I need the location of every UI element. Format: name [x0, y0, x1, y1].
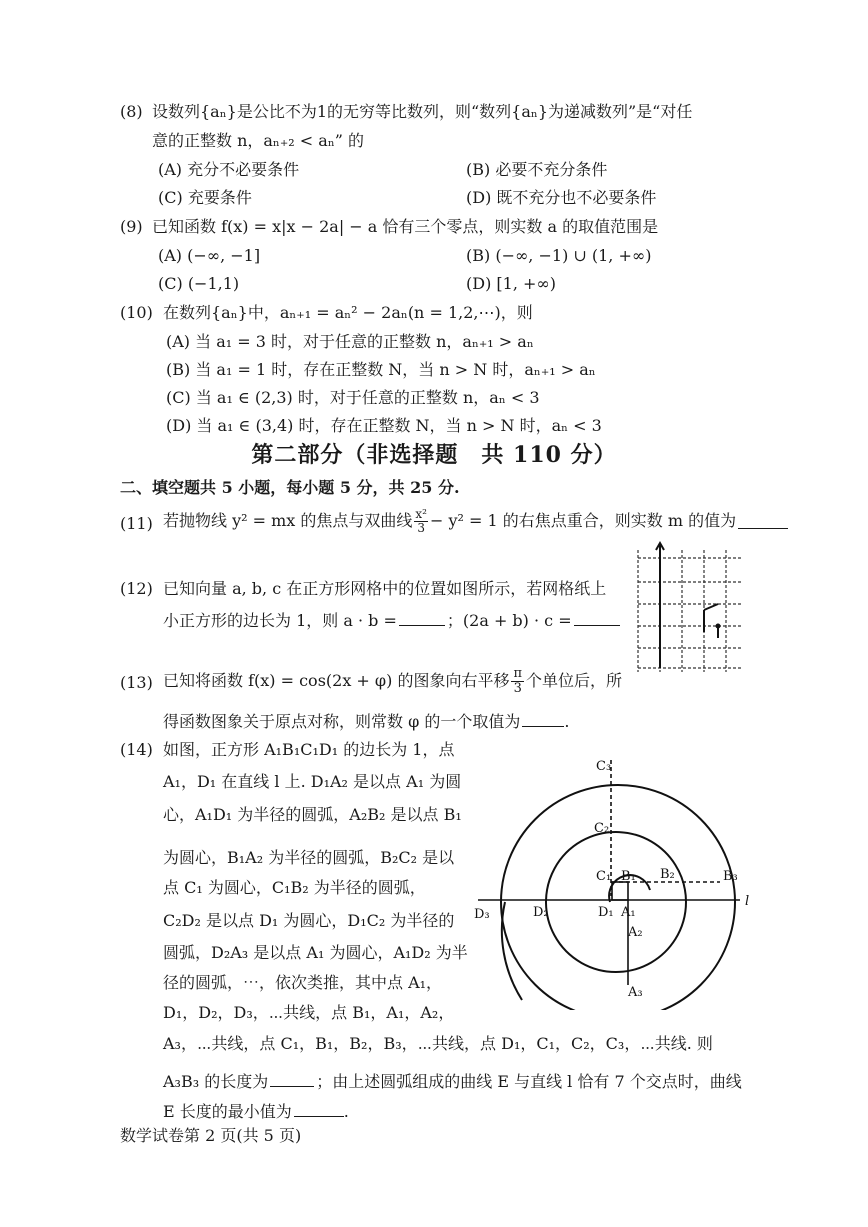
q13-line1-b: 个单位后，所	[526, 671, 623, 690]
q9-option-b: (B) (−∞, −1) ∪ (1, +∞)	[466, 246, 652, 265]
q14-last-a: A₃B₃ 的长度为	[163, 1072, 269, 1091]
q8-number: (8)	[120, 102, 143, 121]
q8-stem-line2: 意的正整数 n，aₙ₊₂ < aₙ” 的	[152, 131, 365, 150]
q11-number: (11)	[120, 514, 153, 533]
q12-line1: 已知向量 a, b, c 在正方形网格中的位置如图所示，若网格纸上	[163, 579, 607, 598]
q14-line-6: C₂D₂ 是以点 D₁ 为圆心，D₁C₂ 为半径的	[163, 911, 455, 930]
q12-line2-a: 小正方形的边长为 1，则 a · b =	[163, 611, 397, 630]
label-a3: A₃	[628, 985, 643, 1000]
q14-line-3: 心，A₁D₁ 为半径的圆弧，A₂B₂ 是以点 B₁	[163, 805, 462, 824]
q12-grid-figure	[630, 540, 745, 675]
q13-line2	[163, 712, 569, 730]
q9-option-a: (A) (−∞, −1]	[158, 246, 261, 265]
arc-medium	[546, 832, 686, 972]
q14-last-b: ；由上述圆弧组成的曲线 E 与直线 l 恰有 7 个交点时，曲线	[316, 1072, 742, 1091]
q14-line-7: 圆弧，D₂A₃ 是以点 A₁ 为圆心，A₁D₂ 为半	[163, 943, 468, 962]
vector-arrows	[656, 543, 718, 668]
q12-line2-b: ；(2a + b) · c =	[446, 611, 572, 630]
q10-option-a: (A) 当 a₁ = 3 时，对于任意的正整数 n，aₙ₊₁ > aₙ	[166, 332, 534, 351]
q14-line-8: 径的圆弧，⋯，依次类推，其中点 A₁，	[163, 973, 443, 992]
square-a1b1c1d1	[612, 882, 628, 900]
page-footer: 数学试卷第 2 页(共 5 页)	[120, 1126, 302, 1145]
q11-text-after: − y² = 1 的右焦点重合，则实数 m 的值为	[429, 511, 737, 530]
q8-stem-line1: 设数列{aₙ}是公比不为1的无穷等比数列，则“数列{aₙ}为递减数列”是“对任	[152, 102, 693, 121]
q10-stem: 在数列{aₙ}中，aₙ₊₁ = aₙ² − 2aₙ(n = 1,2,⋯)，则	[163, 303, 533, 322]
vector-endpoint-dot	[716, 624, 721, 629]
q12-line2	[163, 611, 620, 629]
q13-line1-a: 已知将函数 f(x) = cos(2x + φ) 的图象向右平移	[163, 671, 510, 690]
label-l: l	[745, 894, 750, 909]
q14-spiral-figure	[470, 755, 770, 1010]
q13-period: .	[564, 712, 570, 731]
q13-frac-num: π	[513, 665, 523, 681]
q11-frac-num: x²	[415, 506, 427, 521]
q14-line-12	[163, 1102, 349, 1120]
q14-line-11	[163, 1072, 742, 1090]
label-a1: A₁	[621, 905, 636, 920]
label-d2: D₂	[533, 905, 549, 920]
q9-stem: 已知函数 f(x) = x|x − 2a| − a 恰有三个零点，则实数 a 的取值范围是	[152, 217, 659, 236]
label-c2: C₂	[594, 821, 610, 836]
label-b1: B₁	[621, 869, 636, 884]
q14-line-2: A₁，D₁ 在直线 l 上. D₁A₂ 是以点 A₁ 为圆	[163, 772, 462, 791]
q11-answer-blank[interactable]	[738, 514, 788, 529]
section2-heading: 二、填空题共 5 小题，每小题 5 分，共 25 分.	[120, 478, 460, 497]
q14-period: .	[343, 1102, 349, 1121]
q14-line-5: 点 C₁ 为圆心，C₁B₂ 为半径的圆弧，	[163, 878, 426, 897]
q8-option-b: (B) 必要不充分条件	[466, 160, 608, 179]
q13-answer-blank[interactable]	[522, 712, 564, 727]
q14-answer-blank-2[interactable]	[294, 1102, 344, 1117]
grid-lines	[638, 550, 742, 672]
part2-title: 第二部分（非选择题 共 110 分）	[251, 442, 617, 468]
label-d3: D₃	[474, 907, 490, 922]
q11-frac-den: 3	[417, 520, 426, 535]
q14-line-1: 如图，正方形 A₁B₁C₁D₁ 的边长为 1，点	[163, 740, 455, 759]
q10-option-c: (C) 当 a₁ ∈ (2,3) 时，对于任意的正整数 n，aₙ < 3	[166, 388, 540, 407]
q14-line-10: A₃，⋯共线，点 C₁，B₁，B₂，B₃，⋯共线，点 D₁，C₁，C₂，C₃，⋯共线. 则	[163, 1034, 713, 1053]
q12-answer-blank-1[interactable]	[399, 611, 445, 626]
q13-fraction	[511, 667, 524, 696]
q10-option-b: (B) 当 a₁ = 1 时，存在正整数 N，当 n > N 时，aₙ₊₁ > aₙ	[166, 360, 596, 379]
q14-line-4: 为圆心，B₁A₂ 为半径的圆弧，B₂C₂ 是以	[163, 848, 455, 867]
label-b3: B₃	[723, 869, 738, 884]
q9-number: (9)	[120, 217, 143, 236]
label-a2: A₂	[628, 925, 643, 940]
q13-frac-den: 3	[513, 680, 522, 696]
label-d1: D₁	[598, 905, 614, 920]
label-b2: B₂	[660, 867, 675, 882]
q13-line1	[163, 663, 622, 699]
q11-text-before: 若抛物线 y² = mx 的焦点与双曲线	[163, 511, 413, 530]
q13-line2-text: 得函数图象关于原点对称，则常数 φ 的一个取值为	[163, 712, 521, 731]
q8-option-a: (A) 充分不必要条件	[158, 160, 300, 179]
q14-last-c: E 长度的最小值为	[163, 1102, 292, 1121]
q11-fraction	[414, 508, 428, 535]
q10-number: (10)	[120, 303, 153, 322]
spiral-arcs	[501, 785, 735, 1010]
q9-option-c: (C) (−1,1)	[158, 274, 240, 293]
q10-option-d: (D) 当 a₁ ∈ (3,4) 时，存在正整数 N，当 n > N 时，aₙ < 3	[166, 416, 602, 435]
q14-line-9: D₁，D₂，D₃，⋯共线，点 B₁，A₁，A₂，	[163, 1003, 455, 1022]
q14-number: (14)	[120, 740, 153, 759]
label-c1: C₁	[596, 869, 612, 884]
q9-option-d: (D) [1, +∞)	[466, 274, 556, 293]
q8-option-c: (C) 充要条件	[158, 188, 252, 207]
q12-answer-blank-2[interactable]	[574, 611, 620, 626]
arc-large	[501, 785, 735, 1010]
q11-line	[163, 506, 788, 536]
q14-answer-blank-1[interactable]	[270, 1072, 314, 1087]
label-c3: C₃	[596, 759, 612, 774]
q8-option-d: (D) 既不充分也不必要条件	[466, 188, 657, 207]
q12-number: (12)	[120, 579, 153, 598]
q13-number: (13)	[120, 673, 153, 692]
